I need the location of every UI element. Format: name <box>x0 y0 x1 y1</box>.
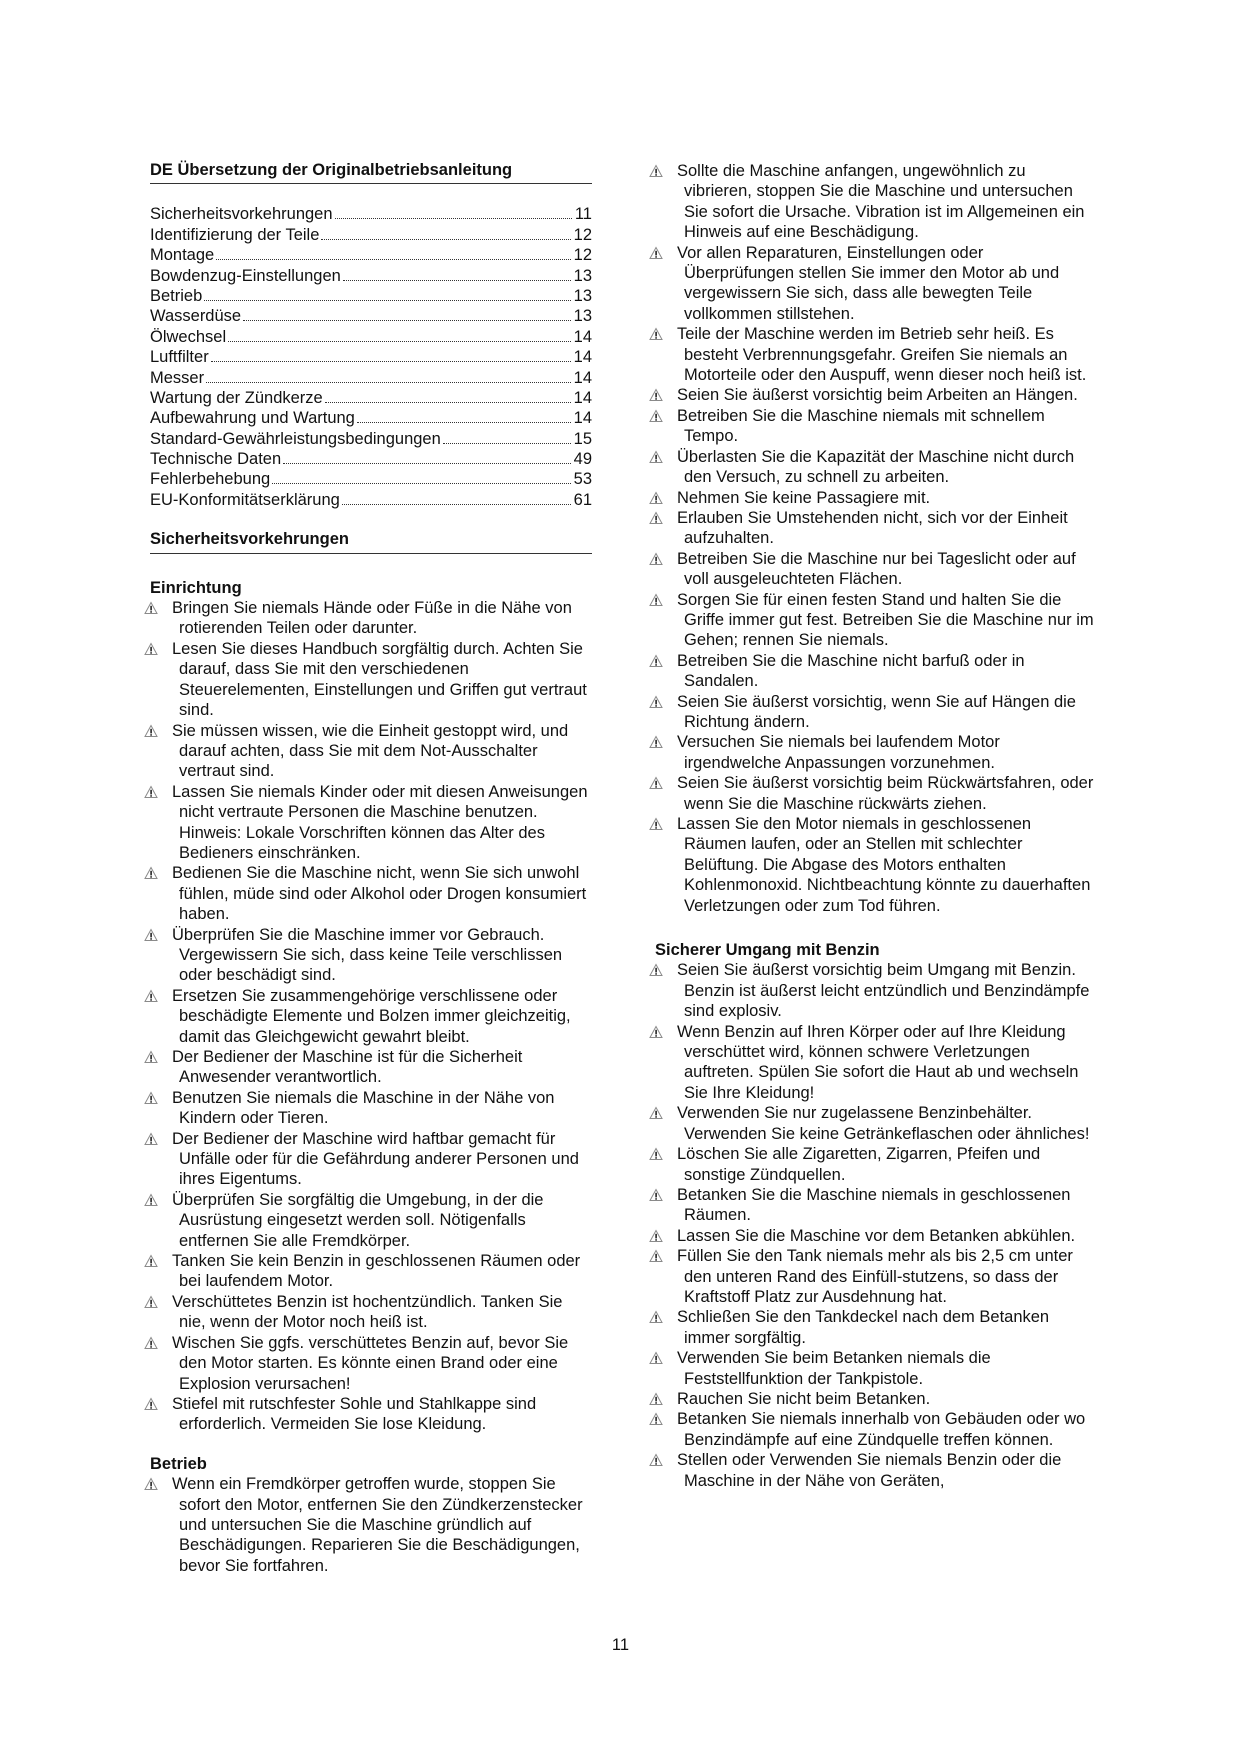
safety-item-text: Seien Sie äußerst vorsichtig beim Arbeiten an Hängen. <box>677 386 1078 405</box>
warning-triangle-icon <box>144 1396 158 1410</box>
toc-page-number: 14 <box>573 388 592 407</box>
warning-triangle-icon <box>649 245 663 259</box>
safety-item-text: Der Bediener der Maschine ist für die Sicherheit Anwesender verantwortlich. <box>172 1048 523 1087</box>
safety-item <box>150 863 592 924</box>
warning-triangle-icon <box>144 723 158 737</box>
safety-item <box>150 986 592 1047</box>
warning-triangle-icon <box>649 1105 663 1119</box>
toc-page-number: 11 <box>574 205 592 224</box>
safety-item-text: Sollte die Maschine anfangen, ungewöhnlich zu vibrieren, stoppen Sie die Maschine und untersuchen Sie sofort die Ursache. Vibration ist im Allgemeinen ein Hinweis auf eine Beschädigung. <box>677 162 1085 242</box>
warning-triangle-icon <box>649 163 663 177</box>
safety-item <box>655 1389 1097 1409</box>
toc-label: EU-Konformitätserklärung <box>150 490 340 509</box>
toc-leader-dots <box>343 280 571 281</box>
safety-item <box>655 1226 1097 1246</box>
safety-item-text: Lassen Sie den Motor niemals in geschlossenen Räumen laufen, oder an Stellen mit schlechter Belüftung. Die Abgase des Motors enthalten Kohlenmonoxid. Nichtbeachtung könnte zu dauerhaften Verletzungen oder zum Tod führen. <box>677 815 1091 915</box>
toc-leader-dots <box>283 463 570 464</box>
toc-page-number: 53 <box>573 470 592 489</box>
safety-item-text: Überprüfen Sie die Maschine immer vor Gebrauch. Vergewissern Sie sich, dass keine Teile verschlissen oder beschädigt sind. <box>172 925 563 985</box>
warning-triangle-icon <box>649 1146 663 1160</box>
warning-triangle-icon <box>649 1452 663 1466</box>
safety-item-text: Schließen Sie den Tankdeckel nach dem Betanken immer sorgfältig. <box>677 1308 1050 1347</box>
warning-triangle-icon <box>649 775 663 789</box>
safety-item <box>655 1246 1097 1307</box>
warning-triangle-icon <box>649 734 663 748</box>
toc-label: Betrieb <box>150 286 203 305</box>
safety-item <box>150 1474 592 1576</box>
safety-item <box>655 1103 1097 1144</box>
warning-triangle-icon <box>649 449 663 463</box>
safety-item-text: Betreiben Sie die Maschine nur bei Tageslicht oder auf voll ausgeleuchteten Flächen. <box>677 549 1076 589</box>
toc-entry <box>150 449 592 469</box>
warning-triangle-icon <box>144 1476 158 1490</box>
document-title: DE Übersetzung der Originalbetriebsanleitung <box>150 160 592 184</box>
toc-leader-dots <box>211 361 571 362</box>
toc-label: Wasserdüse <box>150 307 242 326</box>
safety-item-text: Wischen Sie ggfs. verschüttetes Benzin auf, bevor Sie den Motor starten. Es könnte einen Brand oder eine Explosion verursachen! <box>172 1333 569 1393</box>
toc-entry <box>150 286 592 306</box>
warning-triangle-icon <box>649 694 663 708</box>
safety-item-text: Ersetzen Sie zusammengehörige verschlissene oder beschädigte Elemente und Bolzen immer gleichzeitig, damit das Gleichgewicht gewahrt bleibt. <box>172 986 571 1046</box>
toc-entry <box>150 408 592 428</box>
warning-triangle-icon <box>649 490 663 504</box>
warning-triangle-icon <box>144 1192 158 1206</box>
safety-item <box>150 1129 592 1190</box>
safety-item <box>655 324 1097 385</box>
left-column <box>150 160 592 1576</box>
safety-item-text: Bedienen Sie die Maschine nicht, wenn Sie sich unwohl fühlen, müde sind oder Alkohol oder Drogen konsumiert haben. <box>172 864 587 924</box>
toc-label: Technische Daten <box>150 450 282 469</box>
toc-page-number: 15 <box>573 429 592 448</box>
safety-item-text: Überlasten Sie die Kapazität der Maschine nicht durch den Versuch, zu schnell zu arbeiten. <box>677 447 1075 487</box>
safety-item <box>655 1144 1097 1185</box>
safety-item <box>150 721 592 782</box>
toc-page-number: 13 <box>573 307 592 326</box>
safety-item <box>655 692 1097 733</box>
warning-triangle-icon <box>649 1309 663 1323</box>
toc-label: Luftfilter <box>150 348 209 367</box>
toc-entry <box>150 327 592 347</box>
safety-item <box>150 1088 592 1129</box>
safety-item-text: Bringen Sie niemals Hände oder Füße in die Nähe von rotierenden Teilen oder darunter. <box>172 599 572 638</box>
table-of-contents <box>150 204 592 510</box>
toc-entry <box>150 490 592 510</box>
toc-leader-dots <box>335 218 572 219</box>
safety-item <box>655 1450 1097 1491</box>
safety-item <box>150 1190 592 1251</box>
warning-triangle-icon <box>144 927 158 941</box>
safety-item-text: Lesen Sie dieses Handbuch sorgfältig durch. Achten Sie darauf, dass Sie mit den verschiedenen Steuerelementen, Einstellungen und Griffen gut vertraut sind. <box>172 639 587 720</box>
subheading-betrieb: Betrieb <box>150 1454 207 1473</box>
toc-leader-dots <box>272 483 570 484</box>
safety-item-text: Rauchen Sie nicht beim Betanken. <box>677 1389 931 1408</box>
benzin-list <box>655 960 1097 1491</box>
safety-item-text: Betreiben Sie die Maschine niemals mit schnellem Tempo. <box>677 406 1045 446</box>
warning-triangle-icon <box>649 551 663 565</box>
safety-item <box>150 925 592 986</box>
safety-item <box>655 651 1097 692</box>
warning-triangle-icon <box>649 653 663 667</box>
toc-leader-dots <box>243 320 571 321</box>
safety-item-text: Überprüfen Sie sorgfältig die Umgebung, in der die Ausrüstung eingesetzt werden soll. Nötigenfalls entfernen Sie alle Fremdkörper. <box>172 1190 544 1250</box>
safety-item <box>150 598 592 639</box>
warning-triangle-icon <box>144 1335 158 1349</box>
toc-leader-dots <box>443 443 571 444</box>
warning-triangle-icon <box>649 1350 663 1364</box>
toc-page-number: 14 <box>573 327 592 346</box>
safety-item <box>150 1047 592 1088</box>
safety-item-text: Betanken Sie die Maschine niemals in geschlossenen Räumen. <box>677 1185 1071 1225</box>
warning-triangle-icon <box>649 408 663 422</box>
safety-item <box>150 639 592 721</box>
safety-item-text: Nehmen Sie keine Passagiere mit. <box>677 488 931 507</box>
warning-triangle-icon <box>144 865 158 879</box>
safety-item-text: Wenn ein Fremdkörper getroffen wurde, stoppen Sie sofort den Motor, entfernen Sie den Zündkerzenstecker und untersuchen Sie die Maschine gründlich auf Beschädigungen. Reparieren Sie die Beschädigungen, bevor Sie fortfahren. <box>172 1475 583 1575</box>
right-column <box>655 161 1097 1491</box>
toc-entry <box>150 368 592 388</box>
toc-page-number: 13 <box>573 266 592 285</box>
warning-triangle-icon <box>649 1411 663 1425</box>
warning-triangle-icon <box>144 641 158 655</box>
toc-entry <box>150 225 592 245</box>
warning-triangle-icon <box>649 816 663 830</box>
safety-item <box>655 161 1097 243</box>
safety-item <box>655 1307 1097 1348</box>
safety-item <box>655 1409 1097 1450</box>
warning-triangle-icon <box>649 510 663 524</box>
toc-page-number: 14 <box>573 348 592 367</box>
safety-item <box>655 1022 1097 1104</box>
safety-item <box>655 1348 1097 1389</box>
safety-item-text: Stellen oder Verwenden Sie niemals Benzin oder die Maschine in der Nähe von Geräten, <box>677 1451 1062 1490</box>
toc-label: Bowdenzug-Einstellungen <box>150 266 341 285</box>
toc-leader-dots <box>325 402 571 403</box>
safety-item <box>655 508 1097 549</box>
warning-triangle-icon <box>144 1131 158 1145</box>
warning-triangle-icon <box>144 1294 158 1308</box>
toc-page-number: 49 <box>573 450 592 469</box>
safety-item-text: Sie müssen wissen, wie die Einheit gestoppt wird, und darauf achten, dass Sie mit dem Not-Ausschalter vertraut sind. <box>172 721 569 781</box>
warning-triangle-icon <box>144 1090 158 1104</box>
toc-leader-dots <box>321 239 570 240</box>
toc-label: Standard-Gewährleistungsbedingungen <box>150 429 441 448</box>
toc-label: Ölwechsel <box>150 327 227 346</box>
subheading-benzin: Sicherer Umgang mit Benzin <box>655 941 880 960</box>
safety-item-text: Stiefel mit rutschfester Sohle und Stahlkappe sind erforderlich. Vermeiden Sie lose Kleidung. <box>172 1394 537 1434</box>
safety-item <box>655 590 1097 651</box>
safety-item-text: Sorgen Sie für einen festen Stand und halten Sie die Griffe immer gut fest. Betreiben Sie die Maschine nur im Gehen; rennen Sie niemals. <box>677 590 1094 650</box>
safety-item-text: Erlauben Sie Umstehenden nicht, sich vor der Einheit aufzuhalten. <box>677 508 1068 548</box>
safety-item-text: Teile der Maschine werden im Betrieb sehr heiß. Es besteht Verbrennungsgefahr. Greifen Sie niemals an Motorteile oder den Auspuff, wenn dieser noch heiß ist. <box>677 325 1087 385</box>
toc-page-number: 14 <box>573 368 592 387</box>
warning-triangle-icon <box>144 1253 158 1267</box>
warning-triangle-icon <box>144 1049 158 1063</box>
safety-item-text: Versuchen Sie niemals bei laufendem Motor irgendwelche Anpassungen vorzunehmen. <box>677 733 1000 772</box>
warning-triangle-icon <box>649 1187 663 1201</box>
toc-label: Montage <box>150 246 215 265</box>
warning-triangle-icon <box>649 326 663 340</box>
einrichtung-list <box>150 598 592 1435</box>
safety-item <box>655 243 1097 325</box>
safety-item <box>150 1394 592 1435</box>
toc-entry <box>150 306 592 326</box>
safety-item-text: Seien Sie äußerst vorsichtig, wenn Sie auf Hängen die Richtung ändern. <box>677 692 1076 731</box>
subheading-einrichtung: Einrichtung <box>150 578 242 597</box>
toc-leader-dots <box>206 382 571 383</box>
safety-item <box>655 960 1097 1021</box>
toc-leader-dots <box>342 504 571 505</box>
toc-entry <box>150 204 592 224</box>
warning-triangle-icon <box>144 600 158 614</box>
safety-item <box>655 549 1097 590</box>
safety-item-text: Lassen Sie niemals Kinder oder mit diesen Anweisungen nicht vertraute Personen die Maschine benutzen. Hinweis: Lokale Vorschriften können das Alter des Bedieners einschränken. <box>172 782 588 862</box>
safety-item <box>655 406 1097 447</box>
page-number: 11 <box>611 1636 630 1654</box>
safety-item-text: Lassen Sie die Maschine vor dem Betanken abkühlen. <box>677 1226 1076 1245</box>
safety-item <box>655 773 1097 814</box>
safety-item-text: Der Bediener der Maschine wird haftbar gemacht für Unfälle oder für die Gefährdung anderer Personen und ihres Eigentums. <box>172 1129 579 1189</box>
safety-item <box>150 782 592 864</box>
safety-item <box>655 814 1097 916</box>
section-heading-safety: Sicherheitsvorkehrungen <box>150 529 592 553</box>
safety-item-text: Betreiben Sie die Maschine nicht barfuß oder in Sandalen. <box>677 651 1025 691</box>
warning-triangle-icon <box>144 988 158 1002</box>
betrieb-list-part2 <box>655 161 1097 916</box>
safety-item-text: Betanken Sie niemals innerhalb von Gebäuden oder wo Benzindämpfe auf eine Zündquelle treffen können. <box>677 1410 1086 1449</box>
toc-page-number: 13 <box>573 286 592 305</box>
toc-page-number: 12 <box>573 246 592 265</box>
safety-item <box>655 385 1097 405</box>
warning-triangle-icon <box>649 1391 663 1405</box>
toc-leader-dots <box>357 422 571 423</box>
safety-item-text: Füllen Sie den Tank niemals mehr als bis 2,5 cm unter den unteren Rand des Einfüll-stutzens, so dass der Kraftstoff Platz zur Ausdehnung hat. <box>677 1247 1073 1306</box>
warning-triangle-icon <box>144 784 158 798</box>
toc-leader-dots <box>228 341 571 342</box>
toc-label: Aufbewahrung und Wartung <box>150 409 355 428</box>
safety-item-text: Wenn Benzin auf Ihren Körper oder auf Ihre Kleidung verschüttet wird, können schwere Verletzungen auftreten. Spülen Sie sofort die Haut ab und wechseln Sie Ihre Kleidung! <box>677 1022 1079 1102</box>
toc-entry <box>150 429 592 449</box>
toc-leader-dots <box>216 259 570 260</box>
toc-entry <box>150 245 592 265</box>
safety-item-text: Verschüttetes Benzin ist hochentzündlich. Tanken Sie nie, wenn der Motor noch heiß ist. <box>172 1292 563 1332</box>
toc-leader-dots <box>204 300 570 301</box>
safety-item-text: Seien Sie äußerst vorsichtig beim Umgang mit Benzin. Benzin ist äußerst leicht entzündlich und Benzindämpfe sind explosiv. <box>677 961 1090 1021</box>
toc-label: Sicherheitsvorkehrungen <box>150 205 333 224</box>
toc-page-number: 12 <box>573 225 592 244</box>
safety-item-text: Verwenden Sie nur zugelassene Benzinbehälter. Verwenden Sie keine Getränkeflaschen oder ähnliches! <box>677 1104 1090 1143</box>
warning-triangle-icon <box>649 1024 663 1038</box>
toc-entry <box>150 347 592 367</box>
safety-item-text: Vor allen Reparaturen, Einstellungen oder Überprüfungen stellen Sie immer den Motor ab und vergewissern Sie sich, dass alle bewegten Teile vollkommen stillstehen. <box>677 243 1060 323</box>
safety-item-text: Benutzen Sie niemals die Maschine in der Nähe von Kindern oder Tieren. <box>172 1088 555 1128</box>
toc-label: Fehlerbehebung <box>150 470 271 489</box>
safety-item-text: Tanken Sie kein Benzin in geschlossenen Räumen oder bei laufendem Motor. <box>172 1252 581 1291</box>
safety-item-text: Verwenden Sie beim Betanken niemals die Feststellfunktion der Tankpistole. <box>677 1349 991 1388</box>
safety-item <box>655 732 1097 773</box>
safety-item <box>655 1185 1097 1226</box>
toc-entry <box>150 266 592 286</box>
safety-item <box>655 447 1097 488</box>
warning-triangle-icon <box>649 1228 663 1242</box>
toc-label: Wartung der Zündkerze <box>150 388 323 407</box>
betrieb-list-part1 <box>150 1474 592 1576</box>
toc-page-number: 61 <box>573 490 592 509</box>
safety-item <box>150 1292 592 1333</box>
safety-item-text: Löschen Sie alle Zigaretten, Zigarren, Pfeifen und sonstige Zündquellen. <box>677 1145 1041 1184</box>
toc-label: Messer <box>150 368 205 387</box>
warning-triangle-icon <box>649 387 663 401</box>
safety-item <box>150 1333 592 1394</box>
warning-triangle-icon <box>649 592 663 606</box>
warning-triangle-icon <box>649 962 663 976</box>
toc-page-number: 14 <box>573 409 592 428</box>
safety-item-text: Seien Sie äußerst vorsichtig beim Rückwärtsfahren, oder wenn Sie die Maschine rückwärts ziehen. <box>677 774 1094 813</box>
toc-label: Identifizierung der Teile <box>150 225 320 244</box>
toc-entry <box>150 469 592 489</box>
warning-triangle-icon <box>649 1248 663 1262</box>
safety-item <box>150 1251 592 1292</box>
safety-item <box>655 488 1097 508</box>
toc-entry <box>150 388 592 408</box>
